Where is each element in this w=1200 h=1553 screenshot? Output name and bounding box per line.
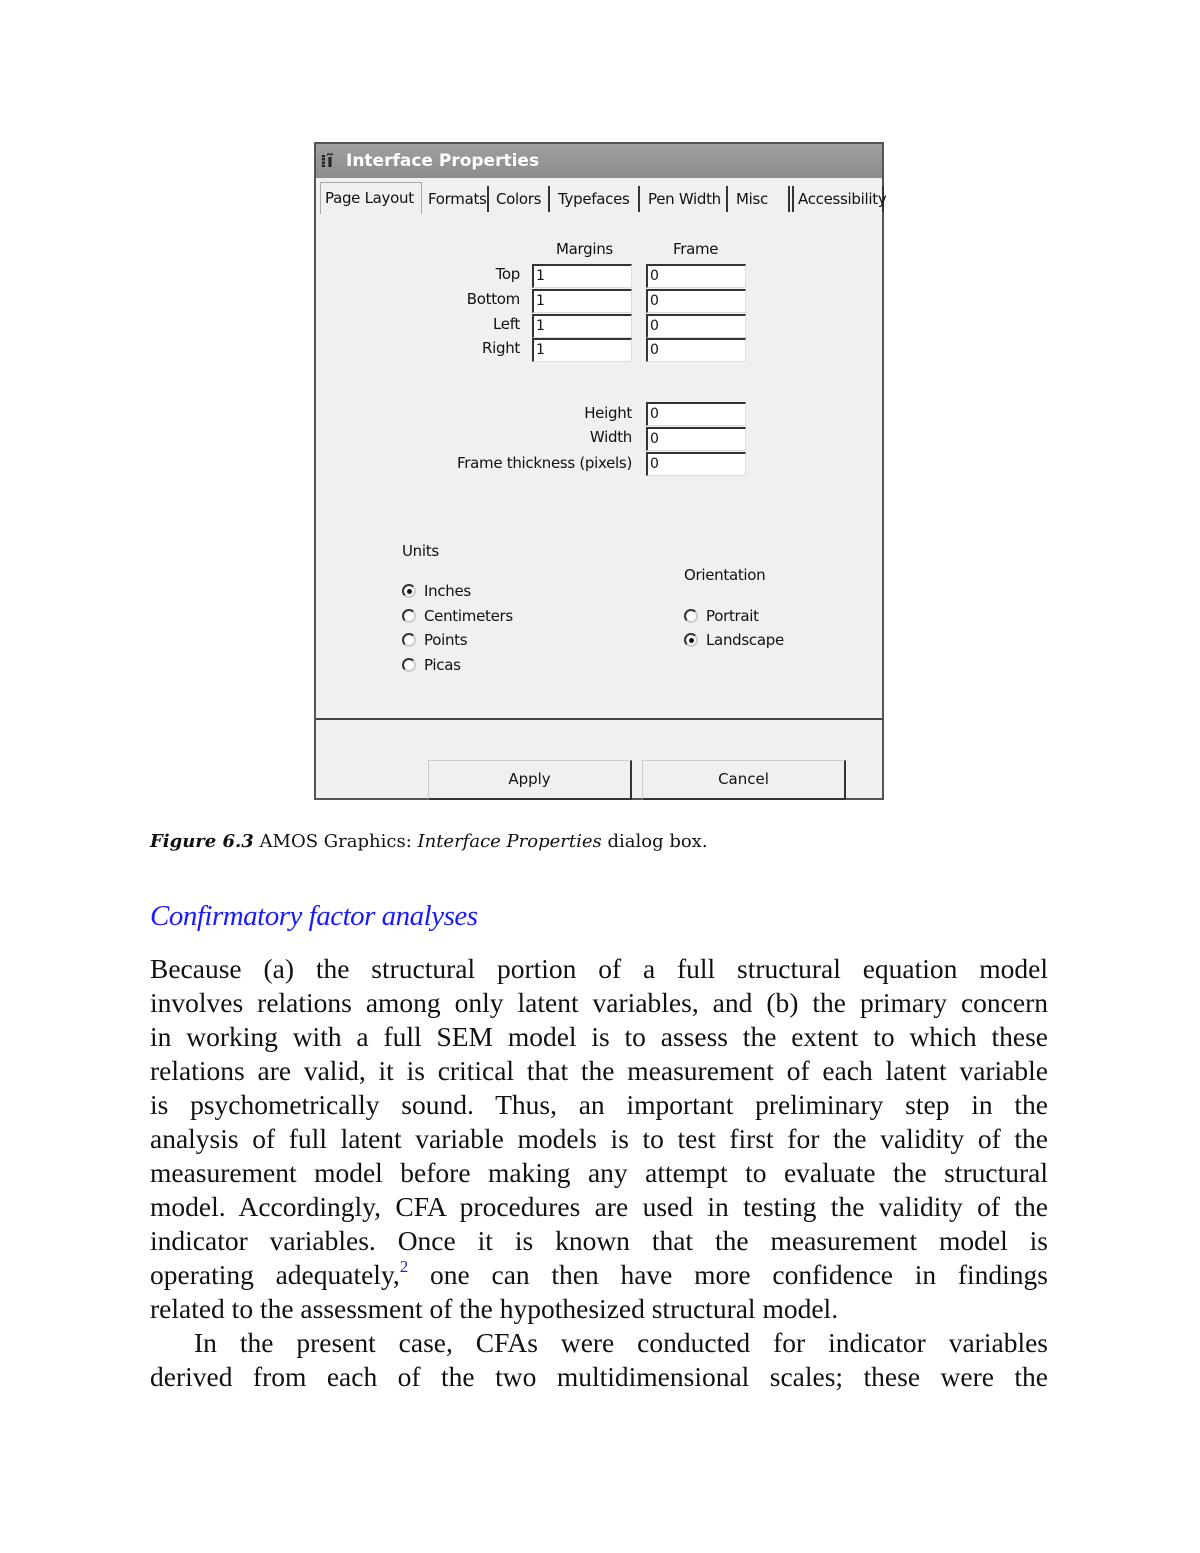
cancel-button[interactable]: Cancel	[642, 760, 846, 800]
paragraph-line-footnote: operating adequately,$^2$ one can then have more confidence in findings	[150, 1257, 1049, 1290]
paragraph-line: Because (a) the structural portion of a full structural equation model	[150, 953, 1048, 984]
paragraph-line: measurement model before making any attempt to evaluate the structural	[150, 1157, 1048, 1188]
amos-app-icon: ⁞ĩ	[320, 150, 334, 172]
apply-button[interactable]: Apply	[428, 760, 632, 800]
frame-thickness-label: Frame thickness (pixels)	[457, 454, 632, 472]
radio-checked-icon	[402, 584, 416, 598]
units-centimeters-option[interactable]: Centimeters	[402, 607, 513, 625]
radio-unchecked-icon	[684, 609, 698, 623]
radio-unchecked-icon	[402, 633, 416, 647]
figure-caption	[150, 831, 708, 852]
units-picas-option[interactable]: Picas	[402, 656, 461, 674]
paragraph-line: analysis of full latent variable models is to test first for the validity of the	[150, 1123, 1048, 1154]
tab-misc[interactable]: Misc	[732, 186, 790, 212]
paragraph-line: related to the assessment of the hypothesized structural model.	[150, 1293, 839, 1324]
bottom-frame-input[interactable]: 0	[646, 289, 746, 313]
width-input[interactable]: 0	[646, 427, 746, 451]
height-label: Height	[584, 404, 632, 422]
right-margin-input[interactable]: 1	[532, 338, 632, 362]
margins-header: Margins	[556, 240, 613, 258]
frame-header: Frame	[673, 240, 719, 258]
paragraph-line: model. Accordingly, CFA procedures are used in testing the validity of the	[150, 1191, 1048, 1222]
left-label: Left	[492, 315, 520, 333]
radio-unchecked-icon	[402, 609, 416, 623]
orientation-portrait-option[interactable]: Portrait	[684, 607, 759, 625]
tab-pen-width[interactable]: Pen Width	[644, 186, 728, 212]
frame-thickness-input[interactable]: 0	[646, 452, 746, 476]
footnote-link[interactable]: 2	[399, 1257, 409, 1276]
paragraph-line: in working with a full SEM model is to assess the extent to which these	[150, 1021, 1048, 1052]
tab-formats[interactable]: Formats	[424, 186, 489, 212]
paragraph-1	[150, 952, 1048, 1326]
paragraph-line: relations are valid, it is critical that the measurement of each latent variable	[150, 1055, 1048, 1086]
caption-prefix: AMOS Graphics:	[259, 831, 418, 852]
top-margin-input[interactable]: 1	[532, 264, 632, 288]
figure-number: Figure 6.3	[150, 831, 254, 852]
units-inches-option[interactable]: Inches	[402, 582, 471, 600]
caption-italic: Interface Properties	[417, 831, 602, 852]
paragraph-line: derived from each of the two multidimensional scales; these were the	[150, 1361, 1048, 1392]
interface-properties-dialog	[314, 142, 887, 800]
tab-typefaces[interactable]: Typefaces	[554, 186, 640, 212]
right-frame-input[interactable]: 0	[646, 338, 746, 362]
units-points-option[interactable]: Points	[402, 631, 467, 649]
paragraph-line: indicator variables. Once it is known that the measurement model is	[150, 1225, 1048, 1256]
paragraph-line: In the present case, CFAs were conducted for indicator variables	[194, 1327, 1048, 1358]
paragraph-line: is psychometrically sound. Thus, an important preliminary step in the	[150, 1089, 1048, 1120]
button-separator	[316, 718, 882, 720]
orientation-label: Orientation	[684, 566, 766, 584]
radio-unchecked-icon	[402, 658, 416, 672]
page-layout-panel	[316, 212, 882, 720]
tab-accessibility[interactable]: Accessibility	[792, 186, 884, 212]
bottom-margin-input[interactable]: 1	[532, 289, 632, 313]
left-frame-input[interactable]: 0	[646, 314, 746, 338]
width-label: Width	[589, 428, 632, 446]
paragraph-2	[150, 1326, 1048, 1394]
top-frame-input[interactable]: 0	[646, 264, 746, 288]
tab-page-layout[interactable]: Page Layout	[320, 182, 422, 214]
height-input[interactable]: 0	[646, 402, 746, 426]
tab-colors[interactable]: Colors	[492, 186, 550, 212]
right-label: Right	[482, 339, 520, 357]
top-label: Top	[495, 265, 520, 283]
left-margin-input[interactable]: 1	[532, 314, 632, 338]
dialog-titlebar[interactable]	[316, 144, 882, 178]
caption-suffix: dialog box.	[601, 831, 708, 852]
paragraph-line: involves relations among only latent variables, and (b) the primary concern	[150, 987, 1048, 1018]
section-heading: Confirmatory factor analyses	[150, 900, 478, 932]
dialog-title: Interface Properties	[346, 151, 540, 171]
bottom-label: Bottom	[466, 290, 520, 308]
tab-strip	[316, 182, 887, 212]
units-label: Units	[402, 542, 439, 560]
radio-checked-icon	[684, 633, 698, 647]
orientation-landscape-option[interactable]: Landscape	[684, 631, 784, 649]
